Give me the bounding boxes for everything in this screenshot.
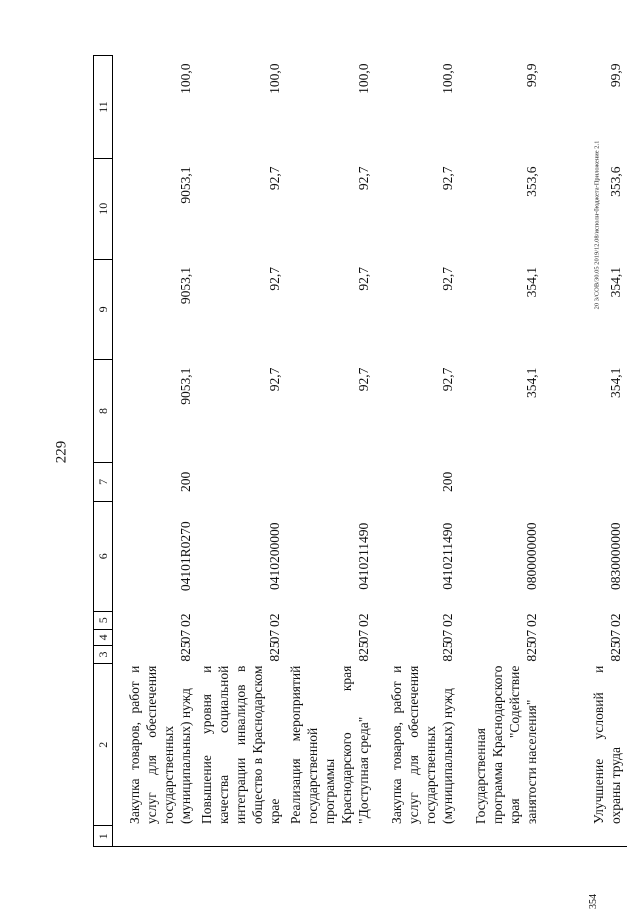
cell-c10: 92,7: [440, 166, 455, 191]
cell-c6: 0830000000: [608, 522, 623, 590]
cell-c4: 07: [267, 629, 282, 644]
table-row: [459, 56, 543, 847]
cell-c11: 100,0: [440, 63, 455, 94]
cell-c10: 353,6: [608, 166, 623, 197]
row-name: Реализация мероприятий государственной программы Краснодарского края "Доступная среда": [288, 665, 371, 824]
cell-c5: 02: [524, 613, 539, 627]
table-row: [197, 56, 286, 847]
cell-c11: 100,0: [356, 63, 371, 94]
cell-c5: 02: [178, 613, 193, 627]
cell-c3: 825: [356, 641, 371, 662]
cell-c4: 07: [356, 629, 371, 644]
cell-c10: 92,7: [267, 166, 282, 191]
cell-c10: 353,6: [524, 166, 539, 197]
cell-c6: 0410211490: [440, 522, 455, 590]
cell-c7: 200: [178, 471, 193, 493]
header-cell: 11: [94, 56, 113, 159]
cell-c9: 92,7: [356, 267, 371, 291]
cell-c8: 92,7: [267, 367, 282, 392]
cell-c4: 07: [608, 629, 623, 644]
header-cell: 9: [94, 259, 113, 360]
header-cell: 8: [94, 360, 113, 463]
cell-c6: 0410200000: [267, 522, 282, 590]
cell-c8: 92,7: [440, 367, 455, 392]
cell-c3: 825: [178, 641, 193, 662]
cell-c3: 825: [524, 641, 539, 662]
header-cell: 7: [94, 462, 113, 501]
table-row: [113, 56, 198, 847]
cell-c8: 354,1: [524, 367, 539, 398]
row-name: Государственная программа Краснодарского края "Содействие занятости населения": [473, 665, 539, 824]
cell-c7: [197, 462, 286, 501]
header-cell: 3: [94, 645, 113, 663]
cell-c6: 0410211490: [356, 522, 371, 590]
header-cell: 4: [94, 629, 113, 645]
cell-c8: 92,7: [356, 367, 371, 392]
row-name: Закупка товаров, работ и услуг для обеспечения государственных (муниципальных) нужд: [389, 665, 455, 824]
cell-c5: 02: [356, 613, 371, 627]
cell-c9: 354,1: [608, 267, 623, 298]
header-cell: 6: [94, 501, 113, 611]
cell-c3: 825: [440, 641, 455, 662]
page-number: 229: [53, 440, 70, 464]
table-row: [286, 56, 375, 847]
header-row: [94, 56, 113, 847]
cell-c7: 200: [440, 471, 455, 493]
cell-c10: 9053,1: [178, 166, 193, 204]
cell-c4: 07: [524, 629, 539, 644]
cell-c7: [286, 462, 375, 501]
cell-c4: 07: [440, 629, 455, 644]
cell-c9: 92,7: [440, 267, 455, 291]
cell-c8: 9053,1: [178, 367, 193, 405]
cell-c5: 02: [608, 613, 623, 627]
row-name: Улучшение условий и охраны труда: [591, 665, 623, 824]
cell-c5: 02: [267, 613, 282, 627]
cell-c5: 02: [440, 613, 455, 627]
cell-c9: 9053,1: [178, 267, 193, 305]
footer-path: 20 3/СОВ/30.05 2019/12.08/исполн-бюджета-Приложение 2.1: [593, 140, 601, 310]
cell-c8: 354,1: [608, 367, 623, 398]
row-name: Закупка товаров, работ и услуг для обеспечения государственных (муниципальных) нужд: [127, 665, 193, 824]
cell-c4: 07: [178, 629, 193, 644]
cell-c9: 92,7: [267, 267, 282, 291]
table-row: [375, 56, 459, 847]
table-row: [543, 56, 627, 847]
row-name: Повышение уровня и качества социальной интеграции инвалидов в общество в Краснодарском крае: [199, 665, 282, 824]
cell-c9: 354,1: [524, 267, 539, 298]
cell-c3: 825: [267, 641, 282, 662]
cell-c11: 99,9: [608, 63, 623, 88]
cell-c11: 100,0: [178, 63, 193, 94]
cell-c11: 100,0: [267, 63, 282, 94]
cell-c6: 0800000000: [524, 522, 539, 590]
cell-c7: [543, 462, 627, 501]
cell-c6: 04101R0270: [178, 521, 193, 592]
header-cell: 1: [94, 826, 113, 847]
corner-mark: 354: [588, 894, 599, 909]
header-cell: 10: [94, 158, 113, 259]
cell-c10: 92,7: [356, 166, 371, 191]
header-cell: 5: [94, 611, 113, 629]
cell-c7: [459, 462, 543, 501]
cell-c11: 99,9: [524, 63, 539, 88]
header-cell: 2: [94, 664, 113, 826]
budget-table: [93, 55, 627, 847]
cell-c3: 825: [608, 641, 623, 662]
